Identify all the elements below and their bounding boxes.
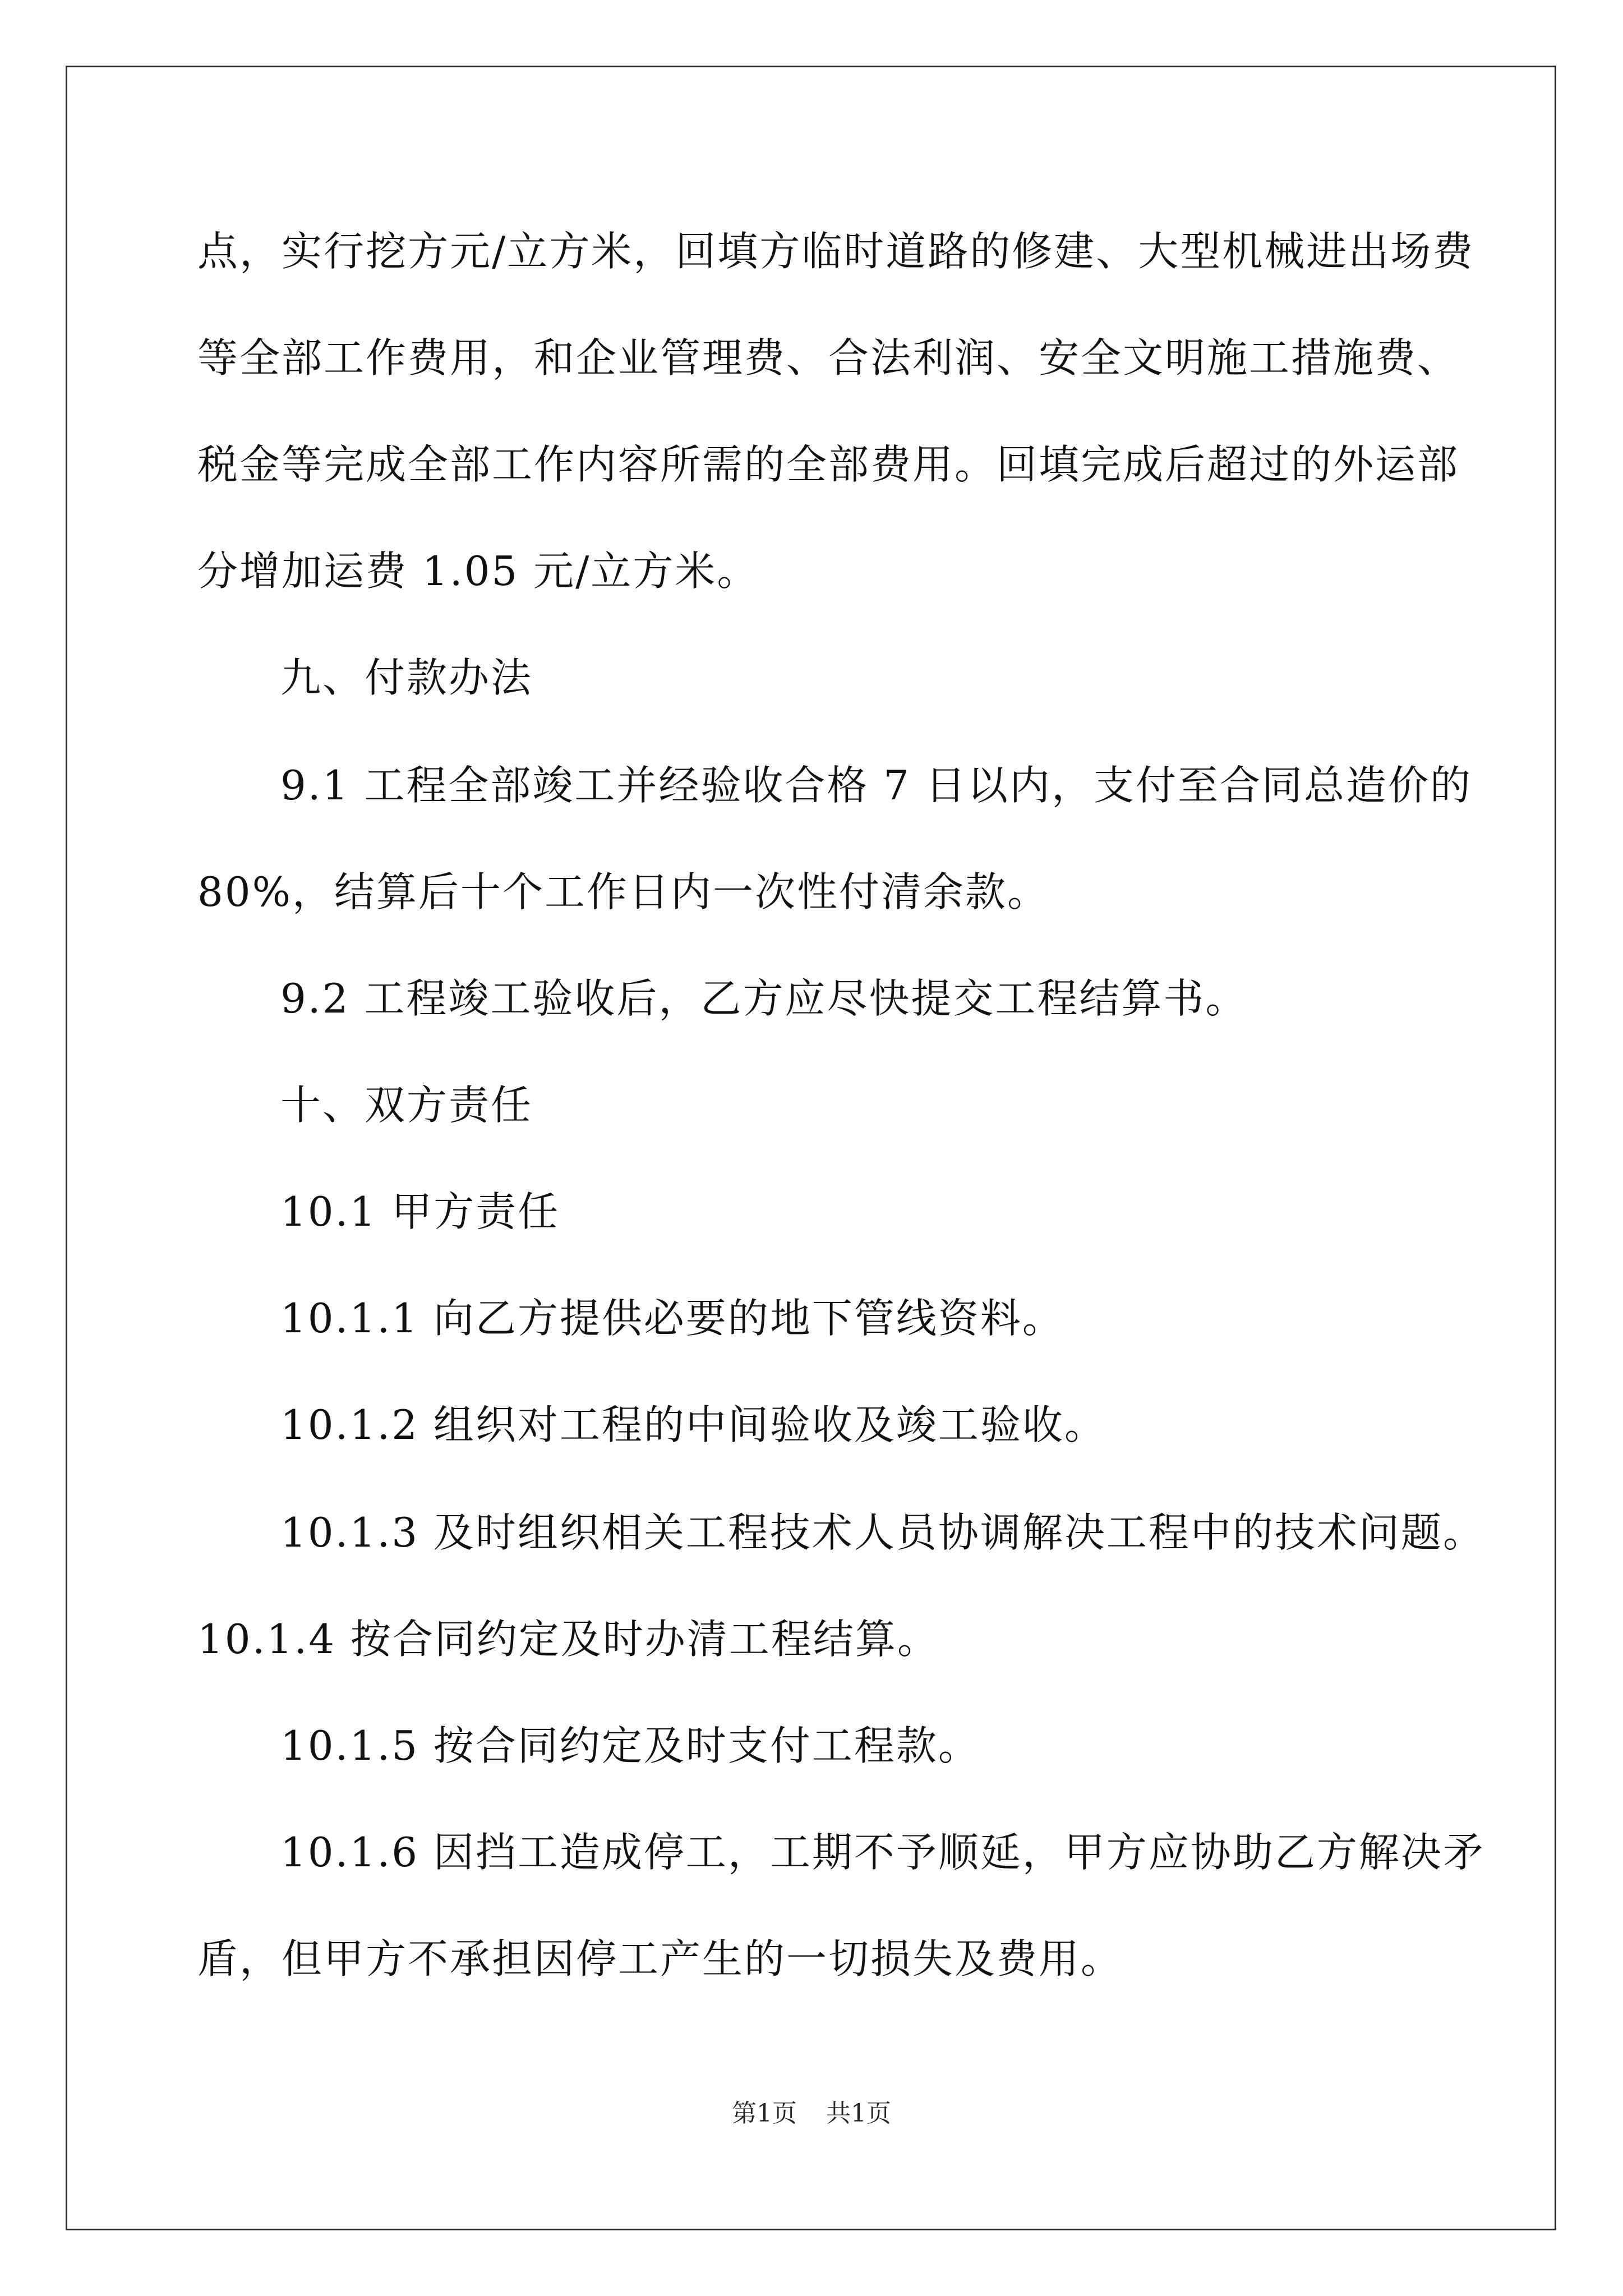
section-heading-9: 九、付款办法 [280,654,533,701]
section-heading-10: 十、双方责任 [280,1082,533,1129]
clause-10-1-4: 10.1.4 按合同约定及时办清工程结算。 [197,1616,939,1663]
clause-10-1-2: 10.1.2 组织对工程的中间验收及竣工验收。 [280,1401,1106,1448]
clause-9-1-cont: 80%，结算后十个工作日内一次性付清余款。 [197,868,1050,915]
text-line-1: 点，实行挖方元/立方米，回填方临时道路的修建、大型机械进出场费 [197,228,1475,275]
clause-10-1-6-cont: 盾，但甲方不承担因停工产生的一切损失及费用。 [197,1935,1123,1982]
clause-10-1-6: 10.1.6 因挡工造成停工，工期不予顺延，甲方应协助乙方解决矛 [280,1829,1485,1876]
page-number-total: 共1页 [826,2099,891,2128]
page-border [66,66,1556,2230]
text-line-2: 等全部工作费用，和企业管理费、合法利润、安全文明施工措施费、 [197,334,1460,381]
clause-9-1: 9.1 工程全部竣工并经验收合格 7 日以内，支付至合同总造价的 [280,762,1472,809]
text-line-3: 税金等完成全部工作内容所需的全部费用。回填完成后超过的外运部 [197,441,1460,488]
page-number-current: 第1页 [732,2099,797,2128]
clause-10-1-5: 10.1.5 按合同约定及时支付工程款。 [280,1722,980,1769]
clause-10-1-3: 10.1.3 及时组织相关工程技术人员协调解决工程中的技术问题。 [280,1509,1485,1556]
text-line-4: 分增加运费 1.05 元/立方米。 [197,547,759,595]
clause-9-2: 9.2 工程竣工验收后，乙方应尽快提交工程结算书。 [280,975,1248,1022]
clause-10-1-1: 10.1.1 向乙方提供必要的地下管线资料。 [280,1295,1064,1342]
clause-10-1: 10.1 甲方责任 [280,1188,560,1235]
page-footer [0,2098,1623,2129]
